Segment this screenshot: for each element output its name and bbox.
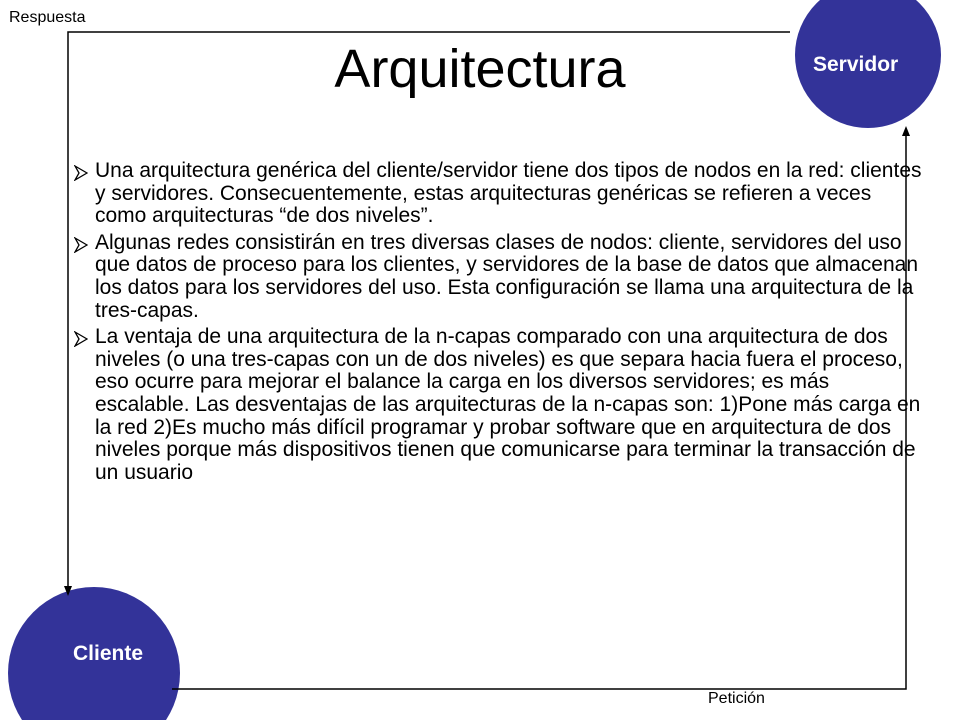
cliente-label: Cliente [73, 642, 144, 665]
servidor-label: Servidor [813, 53, 899, 76]
arrow-bullet-icon [74, 165, 88, 181]
bullet-text: Algunas redes consistirán en tres diversas clases de nodos: cliente, servidores del uso que datos de proceso para los clientes, y servidores de la base de datos que almacenan los datos para los servidores del uso. Esta configuración se llama una arquitectura de la tres-capas. [95, 230, 919, 322]
bullet-text: Una arquitectura genérica del cliente/servidor tiene dos tipos de nodos en la red: clientes y servidores. Consecuentemente, estas arquitecturas genéricas se refieren a veces como arquitecturas “de dos niveles”. [95, 159, 922, 228]
bullet-list [62, 160, 922, 488]
page-title: Arquitectura [334, 39, 626, 99]
list-item [62, 160, 922, 228]
list-item [62, 326, 922, 484]
list-item [62, 232, 922, 322]
arrow-bullet-icon [74, 331, 88, 347]
bullet-text: La ventaja de una arquitectura de la n-capas comparado con una arquitectura de dos niveles (o una tres-capas con un de dos niveles) es que separa hacia fuera el proceso, eso ocurre para mejorar el balance la carga en los diversos servidores; es más escalable. Las desventajas de las arquitecturas de la n-capas son: 1)Pone más carga en la red 2)Es mucho más difícil programar y probar software que en arquitectura de dos niveles porque más dispositivos tienen que comunicarse para terminar la transacción de un usuario [95, 325, 921, 484]
respuesta-label: Respuesta [9, 9, 86, 26]
arrow-bullet-icon [74, 237, 88, 253]
peticion-arrowhead [902, 126, 910, 136]
peticion-label: Petición [708, 690, 765, 707]
